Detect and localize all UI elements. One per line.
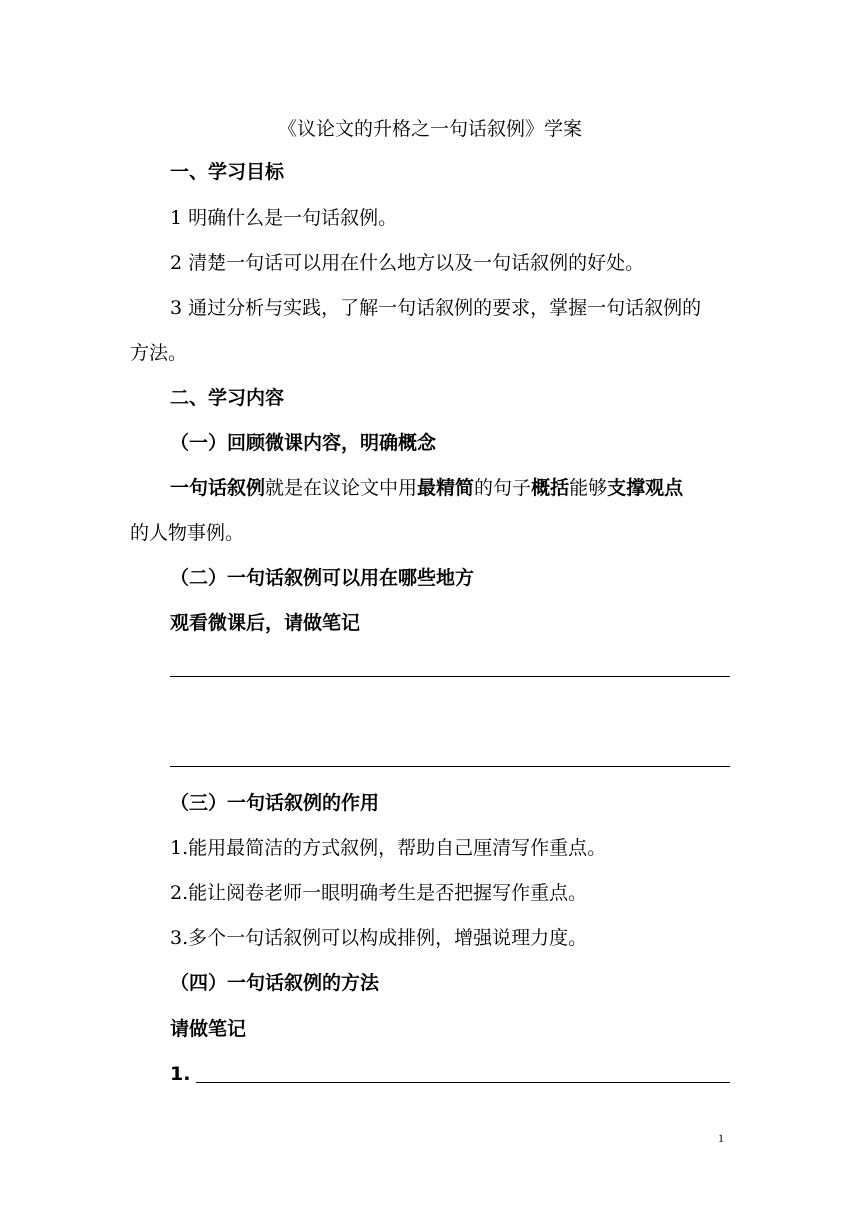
definition-paragraph-continued: 的人物事例。 — [130, 522, 245, 544]
goal-item-2: 2 清楚一句话可以用在什么地方以及一句话叙例的好处。 — [170, 252, 645, 274]
term-one-sentence-example: 一句话叙例 — [170, 477, 266, 499]
document-title: 《议论文的升格之一句话叙例》学案 — [277, 118, 582, 140]
goal-item-3: 3 通过分析与实践，了解一句话叙例的要求，掌握一句话叙例的 — [170, 297, 702, 319]
notes-prompt-1: 观看微课后，请做笔记 — [170, 612, 361, 634]
goal-item-3-continued: 方法。 — [130, 342, 188, 364]
definition-text: 的句子 — [474, 477, 532, 499]
function-item-3: 3.多个一句话叙例可以构成排例，增强说理力度。 — [170, 927, 588, 949]
section-heading-learning-content: 二、学习内容 — [170, 387, 285, 409]
function-item-1: 1.能用最简洁的方式叙例，帮助自己厘清写作重点。 — [170, 837, 607, 859]
subsection-heading-where-to-use: （二）一句话叙例可以用在哪些地方 — [170, 567, 475, 589]
subsection-heading-methods: （四）一句话叙例的方法 — [170, 972, 380, 994]
definition-paragraph — [170, 476, 730, 500]
term-support-viewpoint: 支撑观点 — [607, 477, 684, 499]
note-writing-line-2[interactable] — [170, 766, 730, 767]
subsection-heading-review: （一）回顾微课内容，明确概念 — [170, 432, 437, 454]
term-summarize: 概括 — [531, 477, 570, 499]
subsection-heading-functions: （三）一句话叙例的作用 — [170, 792, 380, 814]
function-item-2: 2.能让阅卷老师一眼明确考生是否把握写作重点。 — [170, 882, 588, 904]
notes-prompt-2: 请做笔记 — [170, 1018, 247, 1040]
goal-item-1: 1 明确什么是一句话叙例。 — [170, 207, 398, 229]
section-heading-learning-goals: 一、学习目标 — [170, 161, 285, 183]
note-item-label: 1. — [170, 1063, 191, 1085]
page-number: 1 — [718, 1131, 724, 1145]
term-most-concise: 最精简 — [417, 477, 475, 499]
note-writing-line-1[interactable] — [170, 676, 730, 677]
definition-text: 能够 — [569, 477, 608, 499]
definition-text: 就是在议论文中用 — [265, 477, 418, 499]
note-writing-line-3[interactable] — [196, 1082, 730, 1083]
